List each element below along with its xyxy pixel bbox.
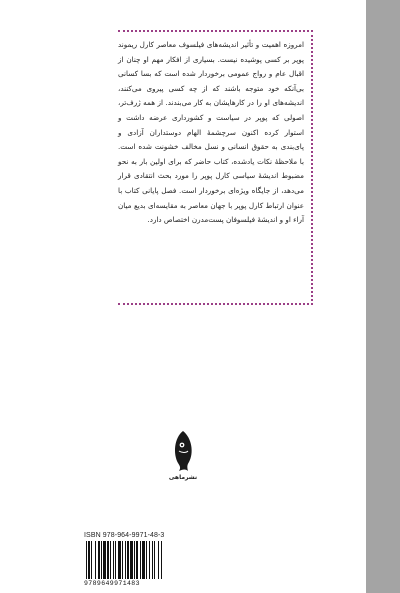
barcode-bar (158, 541, 159, 579)
barcode-bar (107, 541, 109, 579)
barcode-bar (118, 541, 121, 579)
blurb-border-top (118, 30, 313, 32)
barcode-bar (146, 541, 147, 579)
barcode-bar (142, 541, 145, 579)
barcode-bar (115, 541, 116, 579)
barcode-bar (98, 541, 100, 579)
barcode-bar (103, 541, 106, 579)
blurb-border-bottom (118, 303, 313, 305)
barcode-bar (86, 541, 87, 579)
barcode-bar (88, 541, 90, 579)
barcode-bar (113, 541, 114, 579)
barcode-bar (149, 541, 150, 579)
barcode-bar (91, 541, 92, 579)
grey-side-strip (366, 0, 400, 593)
barcode-bar (125, 541, 126, 579)
barcode-digits: 9789649971483 (84, 580, 196, 587)
barcode-bar (134, 541, 135, 579)
barcode-bar (95, 541, 96, 579)
barcode-bar (122, 541, 123, 579)
publisher-name: نشرماهی (168, 474, 198, 481)
barcode-bar (130, 541, 133, 579)
barcode-bar (110, 541, 111, 579)
barcode-bar (154, 541, 155, 579)
isbn-label: ISBN 978-964-9971-48-3 (84, 532, 165, 539)
barcode-bar (152, 541, 153, 579)
blurb-text: امروزه اهمیت و تأثیر اندیشه‌های فیلسوف معاصر کارل ریموند پوپر بر کسی پوشیده نیست. بسیاری از افکار مهم او چنان از اقبال عام و رواج عمومی برخوردار شده است که بسا کسانی بی‌آنکه خود متوجه باشند که از چه کسی پیروی می‌کنند، اندیشه‌های او را در کارهایشان به کار می‌بندند. از همه ژرف‌تر، اصولی که پوپر در سیاست و کشورداری عرضه داشت و استوار کرده اکنون سرچشمهٔ الهام دوستداران آزادی و پای‌بندی به حقوق انسانی و نسل مخالف خشونت شده است. با ملاحظهٔ نکات یادشده، کتاب حاضر که برای اولین بار به نحو مضبوط اندیشهٔ سیاسی کارل پوپر را مورد بحث انتقادی قرار می‌دهد، از جایگاه ویژه‌ای برخوردار است. فصل پایانی کتاب با عنوان ارتباط کارل پوپر با جهان معاصر به مقایسه‌ای بدیع میان آراء او و اندیشهٔ فیلسوفان پست‌مدرن اختصاص دارد. (118, 40, 304, 225)
barcode-bar (101, 541, 102, 579)
barcode-bar (136, 541, 138, 579)
barcode-bar (161, 541, 162, 579)
barcode-bar (140, 541, 141, 579)
blurb-border-right (311, 30, 313, 305)
barcode-bar (127, 541, 129, 579)
